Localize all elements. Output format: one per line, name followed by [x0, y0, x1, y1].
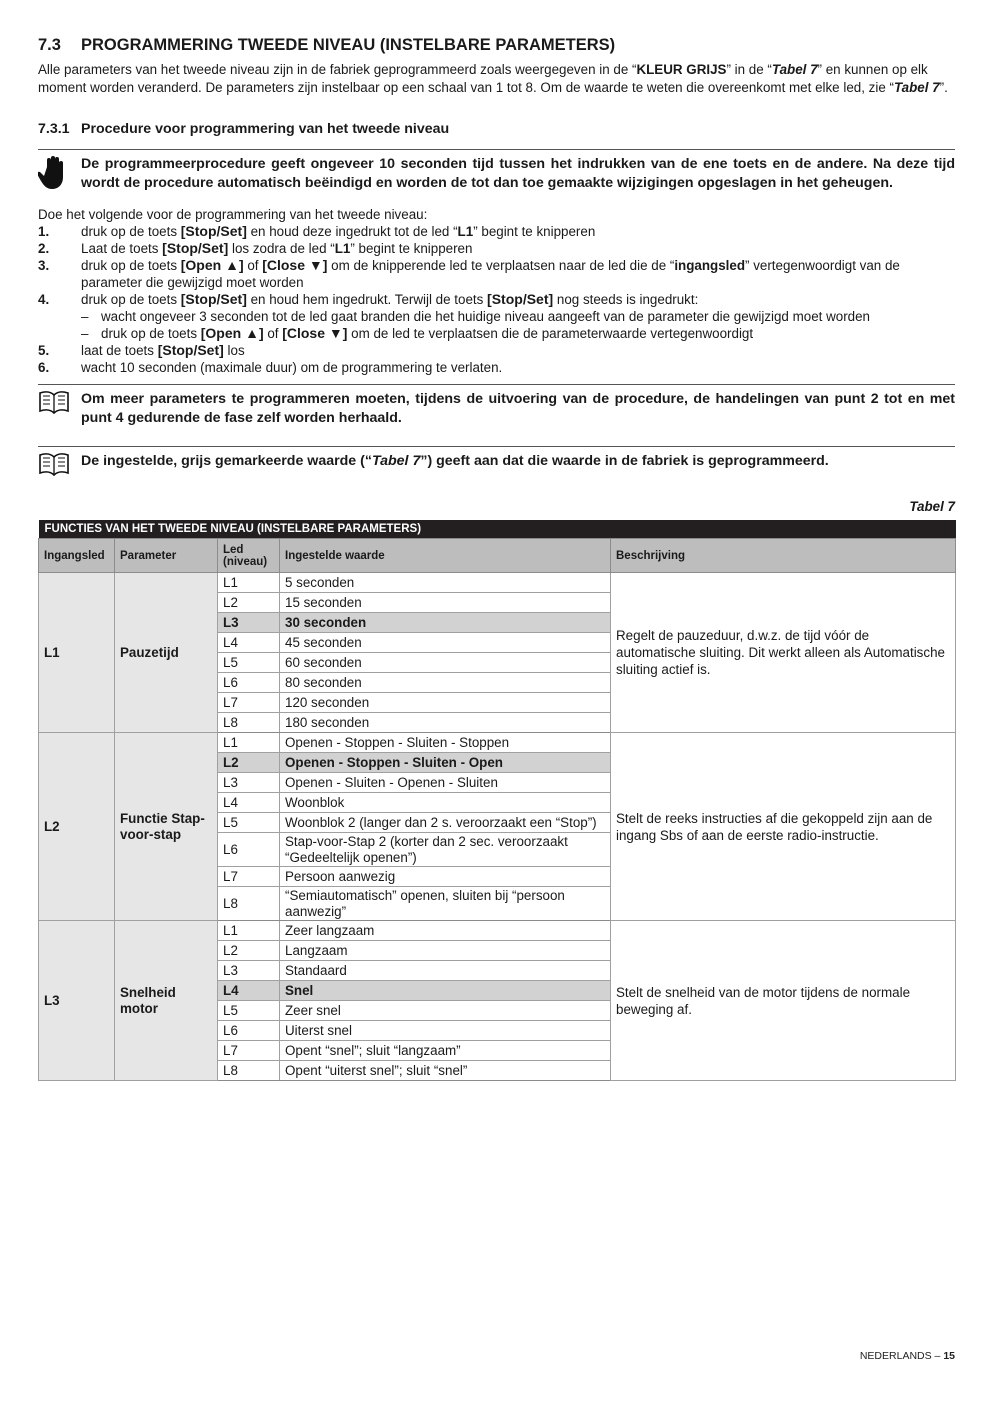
note-text: [81, 390, 955, 428]
text-run: ” begint te knipperen: [473, 224, 596, 239]
manual-page: [38, 36, 955, 1081]
text-run: druk op de toets: [81, 292, 181, 307]
value-cell: Stap-voor-Stap 2 (korter dan 2 sec. veroorzaakt “Gedeeltelijk openen”): [280, 833, 611, 867]
text-run: los: [223, 343, 245, 358]
value-cell: Langzaam: [280, 941, 611, 961]
level-cell: L8: [218, 713, 280, 733]
text-run: wacht 10 seconden (maximale duur) om de programmering te verlaten.: [81, 360, 503, 375]
value-cell: 15 seconden: [280, 593, 611, 613]
info-note: [38, 446, 955, 481]
step-number: 4.: [38, 292, 50, 307]
value-cell: 30 seconden: [280, 613, 611, 633]
level-cell: L1: [218, 921, 280, 941]
emphasis-text: KLEUR GRIJS: [636, 62, 727, 77]
key-label: [Open ▲]: [200, 325, 264, 341]
level-cell: L7: [218, 693, 280, 713]
text-run: en houd deze ingedrukt tot de led “: [246, 224, 458, 239]
value-cell: Openen - Stoppen - Sluiten - Open: [280, 753, 611, 773]
level-cell: L6: [218, 1021, 280, 1041]
section-intro: [38, 61, 955, 97]
text-run: ”.: [939, 80, 948, 95]
key-label: [Stop/Set]: [180, 223, 247, 239]
step-number: 3.: [38, 258, 50, 273]
input-led-cell: L1: [39, 573, 115, 733]
text-run: nog steeds is ingedrukt:: [553, 292, 699, 307]
step-text: [81, 223, 955, 240]
text-run: De ingestelde, grijs gemarkeerde waarde (“: [81, 453, 372, 469]
step-text: [81, 359, 955, 376]
steps-intro: Doe het volgende voor de programmering van het tweede niveau:: [38, 207, 428, 222]
step-subitem: [38, 308, 955, 325]
footer-separator: –: [931, 1350, 944, 1362]
emphasis-text: ingangsled: [674, 258, 746, 273]
header-parameter: Parameter: [115, 539, 218, 573]
table-row: [39, 733, 956, 753]
text-run: los zodra de led “: [228, 241, 335, 256]
subsection-number: 7.3.1: [38, 121, 70, 137]
description-cell: Stelt de snelheid van de motor tijdens de normale beweging af.: [611, 921, 956, 1081]
text-run: Om meer parameters te programmeren moeten, tijdens de uitvoering van de procedure, de handelingen van punt 2 tot en met punt 4 gedurende de fase zelf worden herhaald.: [81, 391, 955, 426]
table-row: [39, 921, 956, 941]
level-cell: L6: [218, 673, 280, 693]
info-note: [38, 384, 955, 428]
level-cell: L5: [218, 1001, 280, 1021]
value-cell: Zeer langzaam: [280, 921, 611, 941]
value-cell: Persoon aanwezig: [280, 867, 611, 887]
table-reference: Tabel 7: [371, 453, 421, 469]
value-cell: 45 seconden: [280, 633, 611, 653]
step-text: [81, 291, 955, 308]
dash-bullet: –: [81, 326, 89, 341]
key-label: [Stop/Set]: [180, 291, 247, 307]
text-run: wacht ongeveer 3 seconden tot de led gaat branden die het huidige niveau aangeeft van de parameter die gewijzigd moet worden: [101, 309, 871, 324]
dash-bullet: –: [81, 309, 89, 324]
level-cell: L5: [218, 653, 280, 673]
step-item: [38, 240, 955, 257]
text-run: of: [263, 326, 283, 341]
input-led-cell: L3: [39, 921, 115, 1081]
text-run: om de knipperende led te verplaatsen naar de led die de “: [327, 258, 675, 273]
text-run: Alle parameters van het tweede niveau zijn in de fabriek geprogrammeerd zoals weergegeven in de “: [38, 62, 637, 77]
step-text: [81, 342, 955, 359]
key-label: [Open ▲]: [180, 257, 244, 273]
level-cell: L3: [218, 961, 280, 981]
note-text: [81, 452, 829, 481]
header-ingangsled: Ingangsled: [39, 539, 115, 573]
warning-text: De programmeerprocedure geeft ongeveer 10 seconden tijd tussen het indrukken van de ene toets en de andere. Na deze tijd wordt de procedure automatisch beëindigd en worden de tot dan toe gemaakte wijzigingen opgeslagen in het geheugen.: [81, 156, 955, 191]
subsection-heading: [38, 121, 955, 137]
level-cell: L4: [218, 633, 280, 653]
subsection-title: Procedure voor programmering van het tweede niveau: [81, 121, 450, 137]
text-run: om de led te verplaatsen die de parameterwaarde vertegenwoordigt: [347, 326, 754, 341]
value-cell: Woonblok 2 (langer dan 2 s. veroorzaakt een “Stop”): [280, 813, 611, 833]
value-cell: “Semiautomatisch” openen, sluiten bij “persoon aanwezig”: [280, 887, 611, 921]
section-heading: [38, 36, 955, 55]
key-label: [Close ▼]: [282, 325, 348, 341]
book-icon: [38, 390, 81, 428]
level-cell: L6: [218, 833, 280, 867]
value-cell: 180 seconden: [280, 713, 611, 733]
level-cell: L8: [218, 887, 280, 921]
level-cell: L1: [218, 733, 280, 753]
text-run: of: [243, 258, 263, 273]
text-run: druk op de toets: [81, 258, 181, 273]
step-subitem: [38, 325, 955, 342]
key-label: [Close ▼]: [262, 257, 328, 273]
value-cell: 5 seconden: [280, 573, 611, 593]
level-cell: L2: [218, 941, 280, 961]
text-run: en houd hem ingedrukt. Terwijl de toets: [246, 292, 488, 307]
subitem-text: [101, 325, 753, 342]
table-label: Tabel 7: [909, 499, 955, 514]
page-footer: [860, 1350, 955, 1362]
step-item: [38, 342, 955, 359]
text-run: ” vertegenwoordigt van de parameter die gewijzigd moet worden: [81, 258, 900, 290]
parameters-table: [38, 520, 956, 1081]
text-run: ”) geeft aan dat die waarde in de fabriek is geprogrammeerd.: [420, 453, 829, 469]
header-led-niveau: Led (niveau): [218, 539, 280, 573]
value-cell: Opent “snel”; sluit “langzaam”: [280, 1041, 611, 1061]
text-run: ” en kunnen op elk moment worden veranderd. De parameters zijn instelbaar op een schaal van 1 tot 8. Om de waarde te weten die overeenkomt met elke led, zie “: [38, 62, 928, 95]
value-cell: Snel: [280, 981, 611, 1001]
notes-list: [38, 384, 955, 481]
subitem-text: [101, 308, 870, 325]
table-row: [39, 573, 956, 593]
emphasis-text: L1: [334, 241, 351, 256]
text-run: druk op de toets: [81, 224, 181, 239]
value-cell: Standaard: [280, 961, 611, 981]
warning-note: [38, 149, 955, 196]
step-number: 6.: [38, 360, 50, 375]
text-run: laat de toets: [81, 343, 158, 358]
table-header-row: [39, 539, 956, 573]
level-cell: L4: [218, 981, 280, 1001]
book-icon: [38, 452, 81, 481]
step-text: [81, 257, 955, 291]
parameter-cell: Functie Stap-voor-stap: [115, 733, 218, 921]
level-cell: L7: [218, 1041, 280, 1061]
value-cell: Opent “uiterst snel”; sluit “snel”: [280, 1061, 611, 1081]
text-run: Laat de toets: [81, 241, 163, 256]
value-cell: Uiterst snel: [280, 1021, 611, 1041]
header-ingestelde-waarde: Ingestelde waarde: [280, 539, 611, 573]
value-cell: 80 seconden: [280, 673, 611, 693]
value-cell: 60 seconden: [280, 653, 611, 673]
page-number: 15: [943, 1350, 955, 1362]
table-reference: Tabel 7: [893, 80, 940, 95]
level-cell: L3: [218, 773, 280, 793]
description-cell: Regelt de pauzeduur, d.w.z. de tijd vóór de automatische sluiting. Dit werkt alleen als Automatische sluiting actief is.: [611, 573, 956, 733]
step-number: 1.: [38, 224, 50, 239]
level-cell: L5: [218, 813, 280, 833]
key-label: [Stop/Set]: [157, 342, 224, 358]
step-number: 5.: [38, 343, 50, 358]
text-run: druk op de toets: [101, 326, 201, 341]
step-item: [38, 359, 955, 376]
value-cell: Zeer snel: [280, 1001, 611, 1021]
step-number: 2.: [38, 241, 50, 256]
value-cell: Openen - Sluiten - Openen - Sluiten: [280, 773, 611, 793]
steps-list: [38, 223, 955, 376]
section-title: PROGRAMMERING TWEEDE NIVEAU (INSTELBARE PARAMETERS): [81, 36, 616, 54]
table-reference: Tabel 7: [771, 62, 818, 77]
hand-stop-icon: [38, 155, 81, 196]
description-cell: Stelt de reeks instructies af die gekoppeld zijn aan de ingang Sbs of aan de eerste radio-instructie.: [611, 733, 956, 921]
table-title: FUNCTIES VAN HET TWEEDE NIVEAU (INSTELBARE PARAMETERS): [39, 520, 956, 539]
header-beschrijving: Beschrijving: [611, 539, 956, 573]
level-cell: L2: [218, 593, 280, 613]
level-cell: L1: [218, 573, 280, 593]
value-cell: 120 seconden: [280, 693, 611, 713]
parameter-cell: Pauzetijd: [115, 573, 218, 733]
level-cell: L7: [218, 867, 280, 887]
key-label: [Stop/Set]: [487, 291, 554, 307]
step-text: [81, 240, 955, 257]
step-item: [38, 223, 955, 240]
level-cell: L3: [218, 613, 280, 633]
level-cell: L8: [218, 1061, 280, 1081]
input-led-cell: L2: [39, 733, 115, 921]
section-number: 7.3: [38, 36, 61, 54]
level-cell: L4: [218, 793, 280, 813]
value-cell: Woonblok: [280, 793, 611, 813]
level-cell: L2: [218, 753, 280, 773]
step-item: [38, 291, 955, 308]
text-run: ” begint te knipperen: [350, 241, 473, 256]
step-item: [38, 257, 955, 291]
footer-language: NEDERLANDS: [859, 1350, 932, 1362]
text-run: ” in de “: [726, 62, 772, 77]
value-cell: Openen - Stoppen - Sluiten - Stoppen: [280, 733, 611, 753]
parameter-cell: Snelheid motor: [115, 921, 218, 1081]
emphasis-text: L1: [457, 224, 474, 239]
key-label: [Stop/Set]: [162, 240, 229, 256]
table-body: [39, 573, 956, 1081]
